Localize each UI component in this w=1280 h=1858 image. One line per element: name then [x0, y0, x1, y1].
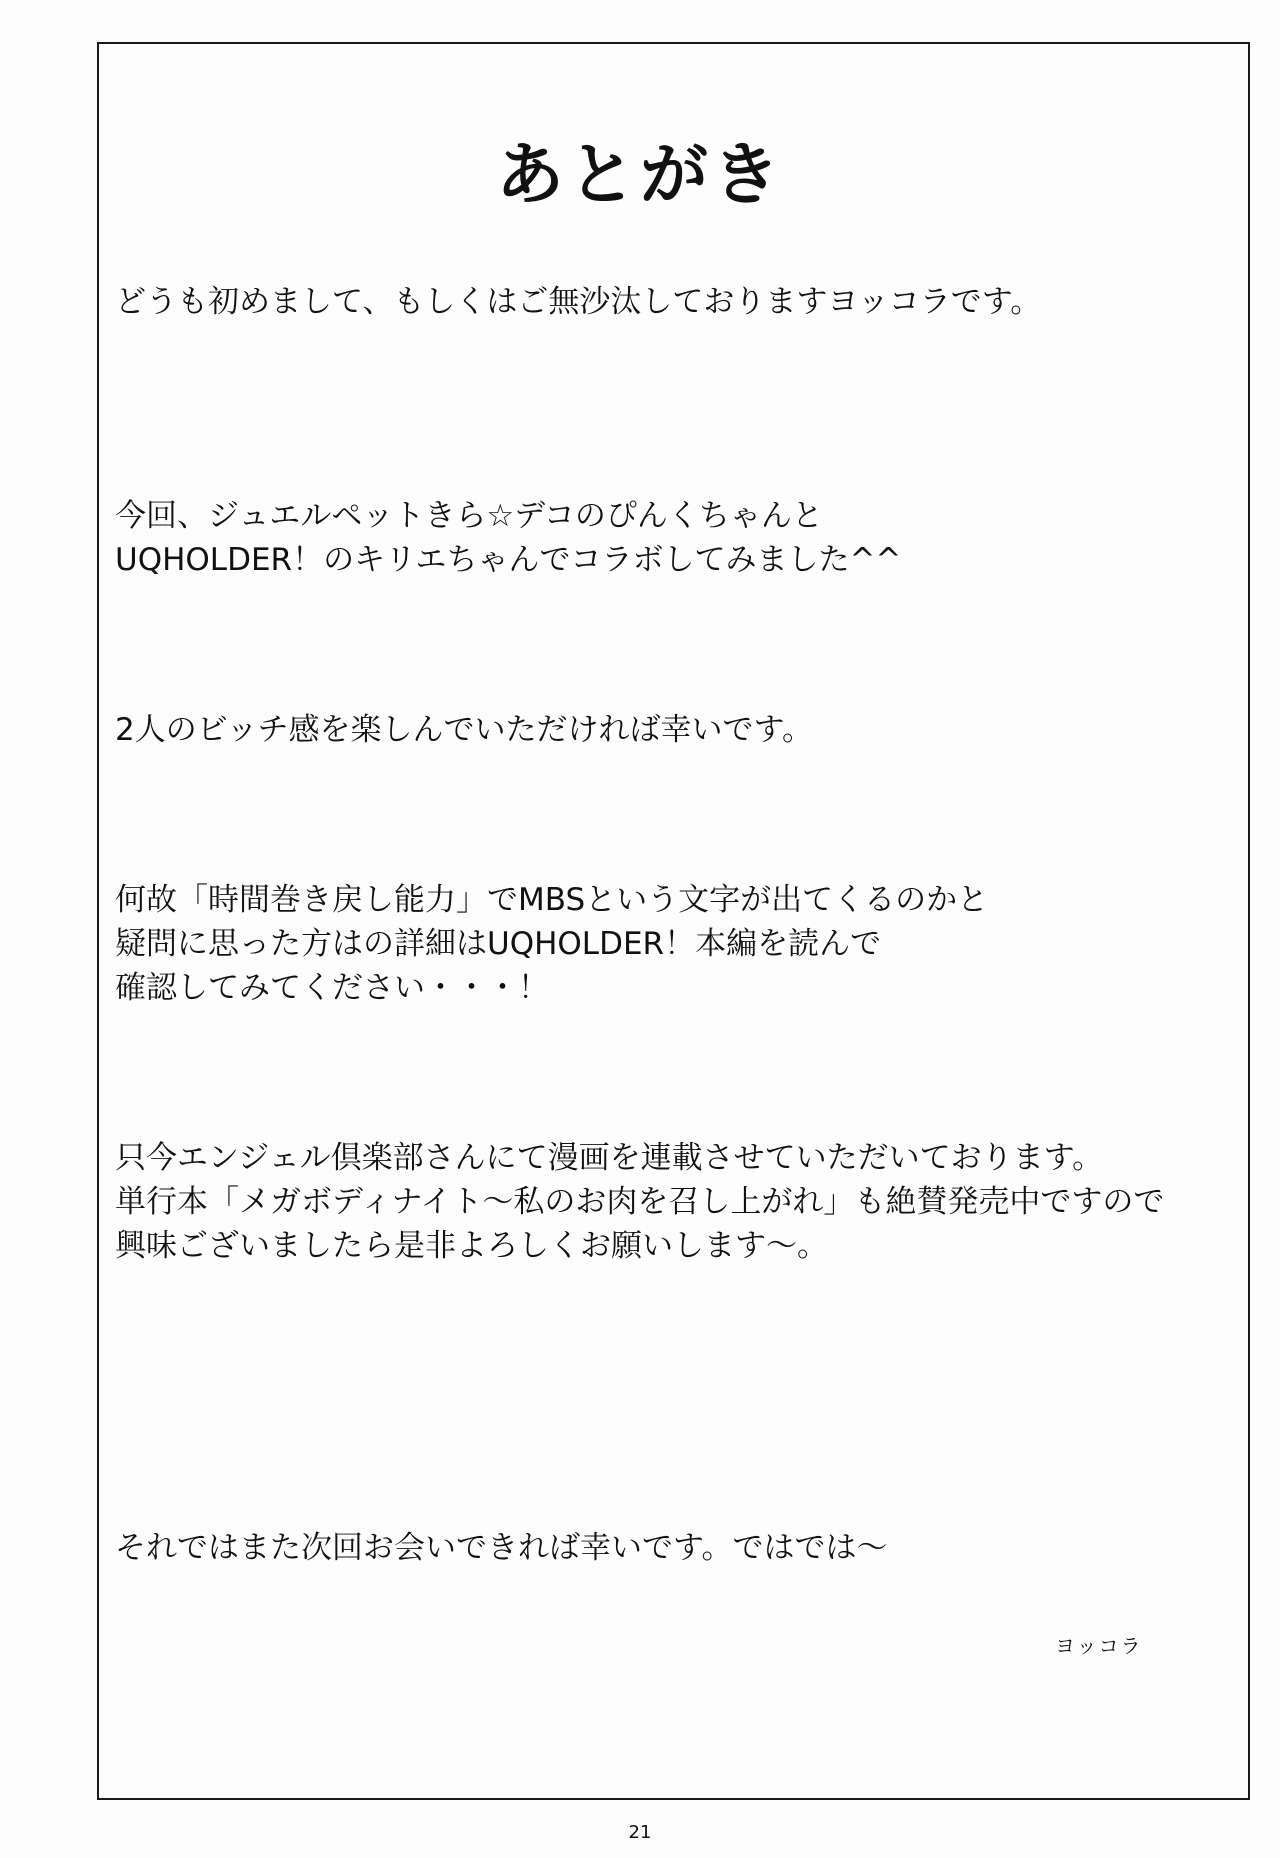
paragraph-line: 今回、ジュエルペットきら☆デコのぴんくちゃんと: [115, 498, 823, 534]
page-title: あとがき: [495, 135, 784, 215]
paragraph-line: それではまた次回お会いできれば幸いです。ではでは～: [115, 1530, 888, 1566]
paragraph-line: 単行本「メガボディナイト～私のお肉を召し上がれ」も絶賛発売中ですので: [115, 1184, 1165, 1220]
paragraph-closing: [115, 1526, 1225, 1570]
paragraph-line: UQHOLDER！のキリエちゃんでコラボしてみました^^: [115, 542, 902, 578]
author-signature: ヨッコラ: [1055, 1634, 1143, 1658]
paragraph-line: どうも初めまして、もしくはご無沙汰しておりますヨッコラです。: [115, 284, 1042, 320]
paragraph-enjoy: [115, 708, 1225, 752]
page-number: 21: [628, 1822, 652, 1843]
paragraph-line: 2人のビッチ感を楽しんでいただければ幸いです。: [115, 712, 814, 748]
paragraph-line: 只今エンジェル倶楽部さんにて漫画を連載させていただいております。: [115, 1140, 1104, 1176]
paragraph-line: 何故「時間巻き戻し能力」でMBSという文字が出てくるのかと: [115, 882, 989, 918]
paragraph-line: 疑問に思った方はの詳細はUQHOLDER！本編を読んで: [115, 926, 882, 962]
paragraph-line: 興味ございましたら是非よろしくお願いします～。: [115, 1228, 828, 1264]
paragraph-mbs-note: [115, 878, 1225, 1010]
paragraph-serialization: [115, 1136, 1225, 1268]
paragraph-line: 確認してみてください・・・！: [115, 970, 549, 1006]
paragraph-collab: [115, 494, 1225, 582]
paragraph-greeting: [115, 280, 1225, 324]
